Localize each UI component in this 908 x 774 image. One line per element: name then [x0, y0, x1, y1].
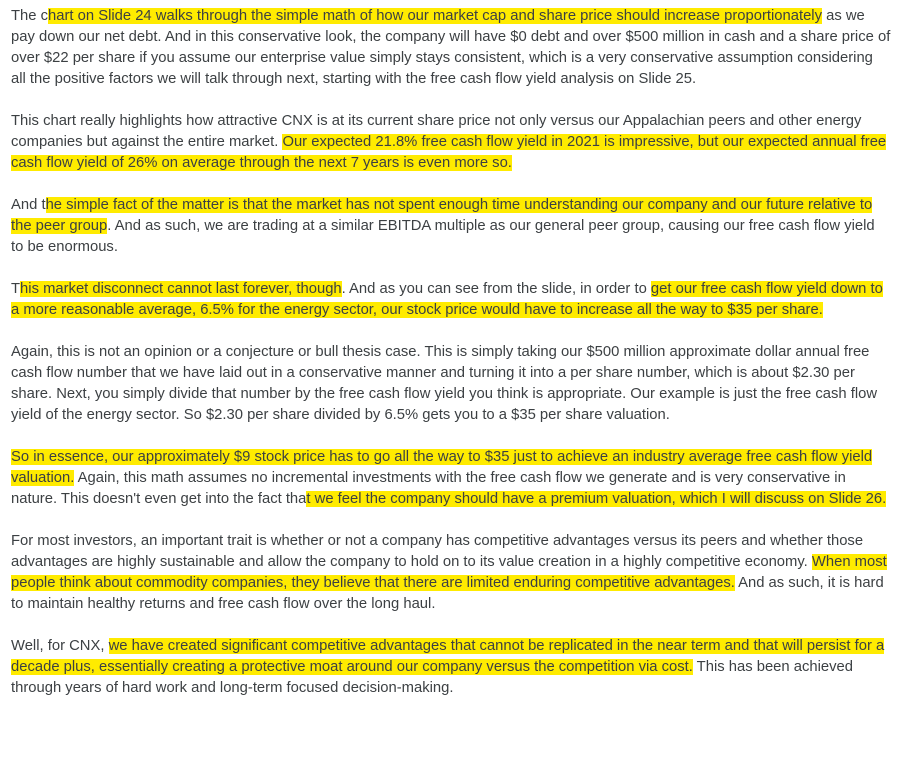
text-segment: Again, this is not an opinion or a conjecture or bull thesis case. This is simply taking our $500 million approximate dollar annual free cash flow number that we have laid out in a conservative manner and turning it into a per share number, which is about $2.30 per share. Next, you simply divide that number by the free cash flow yield you think is appropriate. Our example is just the free cash flow yield of the energy sector. So $2.30 per share divided by 6.5% gets you to a $35 per share valuation. [11, 344, 878, 423]
paragraph-3 [11, 195, 891, 258]
text-segment: as we pay down our net debt. And in this conservative look, the company will have $0 debt and over $500 million in cash and a share price of over $22 per share if you assume our enterprise value simply stays consistent, which is a very conservative assumption considering all the positive factors we will talk through next, starting with the free cash flow yield analysis on Slide 25. [11, 8, 891, 87]
highlighted-text: So in essence, our approximately $9 stock price has to go all the way to $35 just to achieve an industry average free cash flow yield valuation. [11, 449, 873, 486]
highlighted-text: we have created significant competitive advantages that cannot be replicated in the near term and that will persist for a decade plus, essentially creating a protective moat around our company versus the competition via cost. [11, 638, 885, 675]
text-segment: This has been achieved through years of hard work and long-term focused decision-making. [11, 659, 853, 696]
text-segment: This chart really highlights how attractive CNX is at its current share price not only versus our Appalachian peers and other energy companies but against the entire market. [11, 113, 862, 150]
highlighted-text: he simple fact of the matter is that the market has not spent enough time understanding our company and our future relative to the peer group [11, 197, 873, 234]
text-segment: And as such, it is hard to maintain healthy returns and free cash flow over the long haul. [11, 575, 884, 612]
highlighted-text: hart on Slide 24 walks through the simple math of how our market cap and share price should increase proportionately [48, 8, 822, 24]
paragraph-6 [11, 447, 891, 510]
paragraph-2 [11, 111, 891, 174]
highlighted-text: Our expected 21.8% free cash flow yield in 2021 is impressive, but our expected annual free cash flow yield of 26% on average through the next 7 years is even more so. [11, 134, 887, 171]
text-segment: T [11, 281, 21, 297]
paragraph-8 [11, 636, 891, 699]
paragraph-7 [11, 531, 891, 615]
document-body [11, 6, 891, 720]
highlighted-text: his market disconnect cannot last forever, though [20, 281, 342, 297]
highlighted-text: get our free cash flow yield down to a more reasonable average, 6.5% for the energy sector, our stock price would have to increase all the way to $35 per share. [11, 281, 883, 318]
paragraph-1 [11, 6, 891, 90]
text-segment: . And as you can see from the slide, in order to [341, 281, 651, 297]
text-segment: For most investors, an important trait is whether or not a company has competitive advantages versus its peers and whether those advantages are highly sustainable and allow the company to hold on to its value creation in a highly competitive economy. [11, 533, 864, 570]
text-segment: The c [11, 8, 49, 24]
highlighted-text: When most people think about commodity companies, they believe that there are limited enduring competitive advantages. [11, 554, 887, 591]
text-segment: . And as such, we are trading at a similar EBITDA multiple as our general peer group, causing our free cash flow yield to be enormous. [11, 218, 875, 255]
highlighted-text: t we feel the company should have a premium valuation, which I will discuss on Slide 26. [306, 491, 887, 507]
text-segment: Well, for CNX, [11, 638, 109, 654]
paragraph-5 [11, 342, 891, 426]
text-segment: Again, this math assumes no incremental investments with the free cash flow we generate and is very conservative in nature. This doesn't even get into the fact tha [11, 470, 846, 507]
paragraph-4 [11, 279, 891, 321]
text-segment: And t [11, 197, 46, 213]
